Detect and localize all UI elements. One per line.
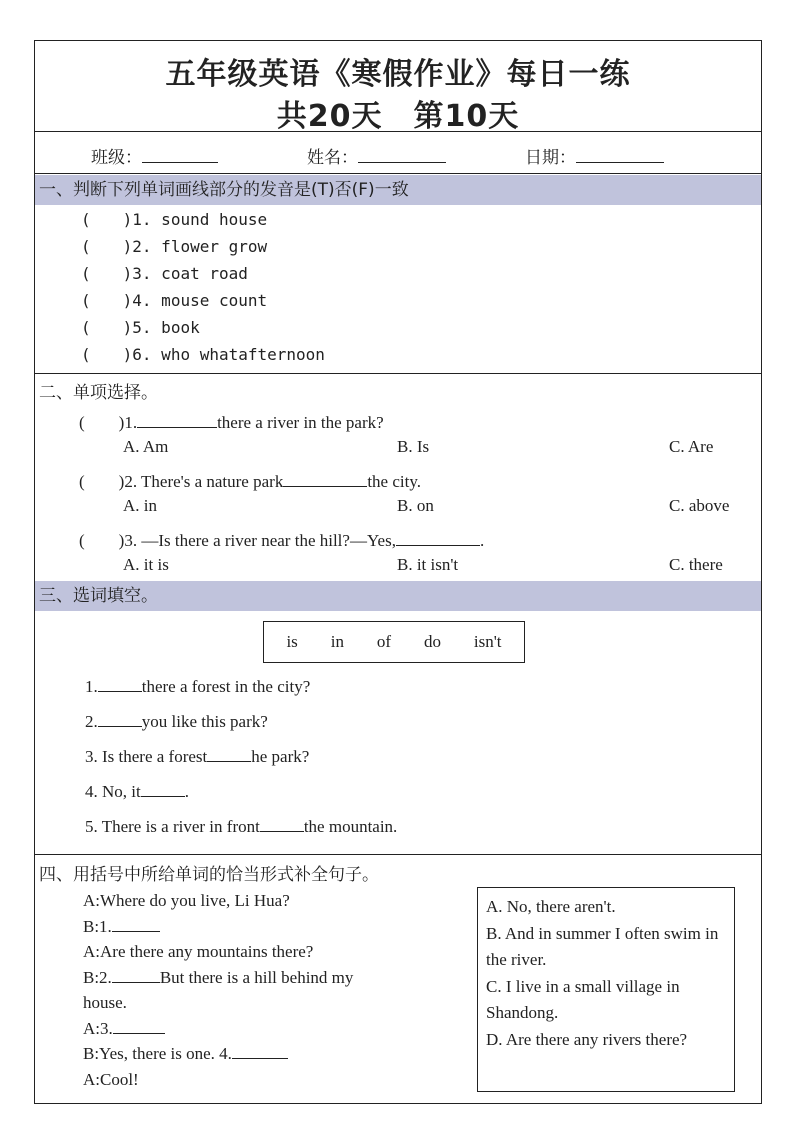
option-a[interactable]: A. Am xyxy=(123,437,169,456)
fill-text: the mountain. xyxy=(303,817,398,836)
word-bank-item: is xyxy=(286,632,298,651)
class-label: 班级： xyxy=(91,148,142,168)
list-item xyxy=(81,207,267,230)
name-field[interactable] xyxy=(307,143,446,168)
fill-item xyxy=(85,782,189,802)
option-item: A. No, there aren't. xyxy=(486,897,616,916)
answer-blank[interactable] xyxy=(232,1046,288,1059)
list-item xyxy=(81,261,248,284)
dialogue-line xyxy=(83,1044,288,1064)
list-item xyxy=(81,315,200,338)
fill-item xyxy=(85,817,397,837)
item-text: 1. sound house xyxy=(132,210,268,229)
word-bank-item: do xyxy=(423,632,441,651)
date-field[interactable] xyxy=(525,143,664,168)
section4-title: 四、用括号中所给单词的恰当形式补全句子。 xyxy=(39,865,379,885)
answer-blank[interactable] xyxy=(112,919,160,932)
option-a[interactable]: A. in xyxy=(123,496,157,515)
answer-blank[interactable] xyxy=(396,533,480,546)
fill-item xyxy=(85,677,310,697)
dialogue-text: B:1. xyxy=(83,917,112,936)
option-b[interactable]: B. it isn't xyxy=(397,555,459,574)
answer-paren[interactable]: ( ) xyxy=(79,413,125,432)
date-blank[interactable] xyxy=(576,148,664,163)
fill-item xyxy=(85,712,268,732)
fill-item xyxy=(85,747,309,767)
section1-title: 一、判断下列单词画线部分的发音是(T)否(F)一致 xyxy=(39,180,409,200)
answer-blank[interactable] xyxy=(113,1021,165,1034)
answer-blank[interactable] xyxy=(207,749,251,762)
name-blank[interactable] xyxy=(358,148,446,163)
dialogue-line: A:Cool! xyxy=(83,1070,139,1089)
option-b[interactable]: B. on xyxy=(397,496,434,515)
word-bank-item: in xyxy=(330,632,344,651)
item-text: 2. flower grow xyxy=(132,237,268,256)
option-c[interactable]: C. above xyxy=(669,496,730,515)
answer-blank[interactable] xyxy=(112,970,160,983)
dialogue-line xyxy=(83,1019,165,1039)
answer-blank[interactable] xyxy=(141,784,185,797)
answer-paren[interactable]: ( ) xyxy=(81,291,133,310)
list-item xyxy=(81,342,325,365)
answer-paren[interactable]: ( ) xyxy=(81,264,133,283)
answer-blank[interactable] xyxy=(283,474,367,487)
question-text: 1. xyxy=(124,413,138,432)
option-item: B. And in summer I often swim in the river. xyxy=(486,923,719,969)
option-c[interactable]: C. Are xyxy=(669,437,714,456)
section3-title: 三、选词填空。 xyxy=(39,586,158,606)
worksheet-subtitle: 共20天 第10天 xyxy=(276,99,520,134)
answer-paren[interactable]: ( ) xyxy=(81,237,133,256)
list-item xyxy=(81,288,267,311)
name-label: 姓名： xyxy=(307,148,358,168)
class-blank[interactable] xyxy=(142,148,218,163)
answer-paren[interactable]: ( ) xyxy=(79,472,125,491)
fill-text: there a forest in the city? xyxy=(141,677,311,696)
fill-text: 1. xyxy=(85,677,98,696)
list-item xyxy=(81,234,267,257)
item-text: 5. book xyxy=(132,318,200,337)
dialogue-line: house. xyxy=(83,993,127,1012)
divider xyxy=(35,173,761,174)
question-row xyxy=(79,408,384,433)
divider xyxy=(35,131,761,132)
item-text: 4. mouse count xyxy=(132,291,268,310)
divider xyxy=(35,854,761,855)
option-b[interactable]: B. Is xyxy=(397,437,430,456)
section2-title: 二、单项选择。 xyxy=(39,383,158,403)
item-text: 3. coat road xyxy=(132,264,248,283)
answer-paren[interactable]: ( ) xyxy=(79,531,125,550)
dialogue-line xyxy=(83,968,353,988)
item-text: 6. who whatafternoon xyxy=(132,345,325,364)
dialogue-text: B:Yes, there is one. 4. xyxy=(83,1044,232,1063)
question-text: 3. —Is there a river near the hill?—Yes, xyxy=(124,531,396,550)
worksheet-title: 五年级英语《寒假作业》每日一练 xyxy=(165,57,631,92)
answer-blank[interactable] xyxy=(98,714,142,727)
class-field[interactable] xyxy=(91,143,218,168)
fill-text: 3. Is there a forest xyxy=(85,747,208,766)
word-bank-item: of xyxy=(376,632,392,651)
answer-paren[interactable]: ( ) xyxy=(81,210,133,229)
fill-text: 5. There is a river in front xyxy=(85,817,260,836)
option-a[interactable]: A. it is xyxy=(123,555,169,574)
answer-blank[interactable] xyxy=(98,679,142,692)
dialogue-text: B:2. xyxy=(83,968,112,987)
word-bank xyxy=(263,621,525,663)
option-c[interactable]: C. there xyxy=(669,555,723,574)
question-row xyxy=(79,467,421,492)
dialogue-line: A:Where do you live, Li Hua? xyxy=(83,891,290,910)
divider xyxy=(35,373,761,374)
answer-blank[interactable] xyxy=(260,819,304,832)
fill-text: he park? xyxy=(251,747,310,766)
dialogue-line xyxy=(83,917,160,937)
question-text: . xyxy=(479,531,485,550)
option-item: D. Are there any rivers there? xyxy=(486,1029,688,1049)
option-item: C. I live in a small village in Shandong. xyxy=(486,976,680,1022)
date-label: 日期： xyxy=(525,148,576,168)
word-bank-item: isn't xyxy=(473,632,502,651)
question-row xyxy=(79,526,484,551)
question-text: there a river in the park? xyxy=(217,413,384,432)
worksheet xyxy=(34,40,762,1104)
answer-options-box xyxy=(477,887,735,1092)
question-text: 2. There's a nature park xyxy=(124,472,284,491)
fill-text: you like this park? xyxy=(141,712,268,731)
answer-paren[interactable]: ( ) xyxy=(81,318,133,337)
question-text: the city. xyxy=(367,472,421,491)
answer-blank[interactable] xyxy=(137,415,217,428)
dialogue-text: But there is a hill behind my xyxy=(159,968,354,987)
fill-text: . xyxy=(184,782,189,801)
answer-paren[interactable]: ( ) xyxy=(81,345,133,364)
fill-text: 2. xyxy=(85,712,98,731)
dialogue-text: A:3. xyxy=(83,1019,113,1038)
fill-text: 4. No, it xyxy=(85,782,141,801)
dialogue-line: A:Are there any mountains there? xyxy=(83,942,314,961)
